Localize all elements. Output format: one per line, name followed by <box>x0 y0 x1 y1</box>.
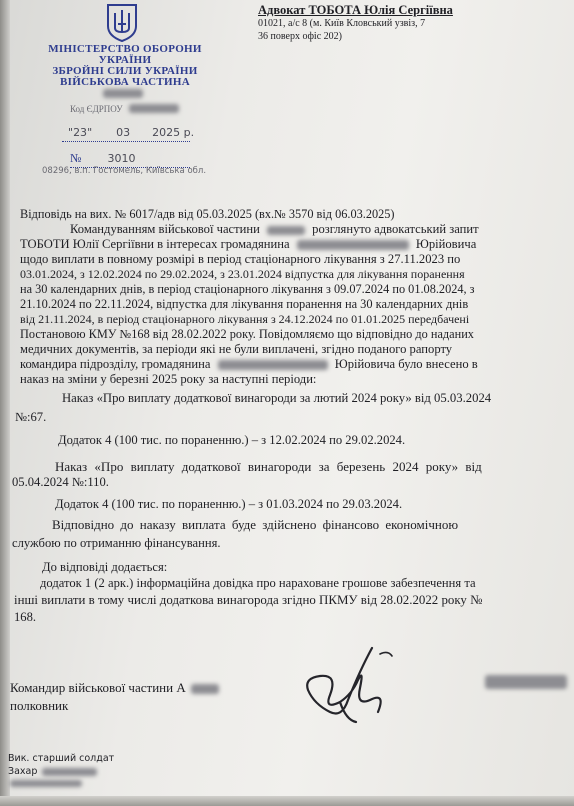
handwritten-signature <box>300 640 400 730</box>
addressee-name: Адвокат ТОБОТА Юлія Сергіївна <box>258 3 453 17</box>
date-year: 2025 р. <box>152 126 195 139</box>
ministry-line-4: ВІЙСЬКОВА ЧАСТИНА <box>60 76 190 88</box>
code-label: Код ЄДРПОУ <box>70 104 123 114</box>
redacted-name <box>297 240 409 250</box>
redacted-unit-3 <box>191 684 219 694</box>
redacted-unit <box>267 226 305 235</box>
paragraph-1-line-9: медичних документів, за періоди які не були виплачені, згідно поданого рапорту <box>20 342 453 356</box>
trident-emblem-icon <box>105 2 139 42</box>
code-row <box>70 99 179 117</box>
date-day: 23 <box>73 126 88 139</box>
paragraph-1-line-2: ТОБОТИ Юлії Сергіївни в інтересах громадянина Юрійовича <box>20 237 477 251</box>
redacted-phone <box>10 780 82 787</box>
ministry-block <box>35 44 215 88</box>
paragraph-1-line-1: Командуванням військової частини розглянуто адвокатський запит <box>70 222 479 236</box>
ministry-line-2: УКРАЇНИ <box>98 54 152 66</box>
paragraph-1-line-8: Постановою КМУ №168 від 28.02.2022 року. Повідомляємо що відповідно до наданих <box>20 327 474 341</box>
ministry-line-1: МІНІСТЕРСТВО ОБОРОНИ <box>48 43 202 55</box>
attachment-line-2: інші виплати в тому числі додаткова винагорода згідно ПКМУ від 28.02.2022 року № <box>14 593 483 607</box>
addendum-1: Додаток 4 (100 тис. по пораненню.) – з 12.02.2024 по 29.02.2024. <box>58 433 406 447</box>
redacted-name-2 <box>218 360 328 370</box>
addendum-2: Додаток 4 (100 тис. по пораненню.) – з 01.03.2024 по 29.03.2024. <box>55 497 403 511</box>
reference-line: Відповідь на вих. № 6017/адв від 05.03.2025 (вх.№ 3570 від 06.03.2025) <box>20 207 395 221</box>
number-prefix: № <box>70 151 82 165</box>
redacted-signer-name <box>485 675 567 689</box>
addressee-address-1: 01021, а/с 8 (м. Київ Кловський узвіз, 7 <box>258 18 426 29</box>
ministry-line-3: ЗБРОЙНІ СИЛИ УКРАЇНИ <box>52 65 198 77</box>
attachment-line-3: 168. <box>14 610 37 624</box>
order-2-line-1: Наказ «Про виплату додаткової винагороди за березень 2024 року» від <box>55 459 482 474</box>
redacted-executor-name <box>42 768 97 776</box>
paragraph-1-line-4: 03.01.2024, з 12.02.2024 по 29.02.2024, з 23.01.2024 відпустка для лікування поранення <box>20 267 465 281</box>
addressee-address-2: 36 поверх офіс 202) <box>258 31 342 42</box>
paragraph-1-line-7: від 21.11.2024, в період стаціонарного лікування з 24.12.2024 по 01.01.2025 передбачені <box>20 312 470 326</box>
payment-line-2: службою по отриманню фінансування. <box>12 536 221 550</box>
redacted-code <box>129 104 179 113</box>
paragraph-1-line-11: наказ на зміни у березні 2025 року за наступні періоди: <box>20 372 317 386</box>
paragraph-1-line-5: на 30 календарних днів, в період стаціонарного лікування з 09.07.2024 по 01.08.2024, з <box>20 282 475 296</box>
order-1-line-2: №:67. <box>15 410 47 424</box>
paragraph-1-line-3: щодо виплати в повному розмірі в період стаціонарного лікування з 27.11.2023 по <box>20 252 461 266</box>
paper-edge-shadow <box>0 0 10 806</box>
date-month: 03 <box>116 126 131 139</box>
number-value: 3010 <box>107 152 136 165</box>
attachment-heading: До відповіді додається: <box>42 560 168 574</box>
payment-line-1: Відповідно до наказу виплата буде здійснено фінансово економічною <box>52 517 459 532</box>
executor-line-2: Захар <box>8 766 97 777</box>
order-2-line-2: 05.04.2024 №:110. <box>12 475 109 489</box>
redacted-unit-number <box>103 89 143 98</box>
signer-rank: полковник <box>10 698 69 713</box>
date-row: "23" 03 2025 р. <box>62 123 190 142</box>
order-1-line-1: Наказ «Про виплату додаткової винагороди за лютий 2024 року» від 05.03.2024 <box>62 391 492 405</box>
executor-line-1: Вик. старший солдат <box>8 753 115 764</box>
attachment-line-1: додаток 1 (2 арк.) інформаційна довідка про нараховане грошове забезпечення та <box>40 576 476 590</box>
letterhead-address: 08296, в.п. Гостомель, Київська обл. <box>42 166 207 176</box>
paragraph-1-line-10: командира підрозділу, громадянина Юрійовича було внесено в <box>20 357 478 371</box>
paper-edge-bottom <box>0 796 574 806</box>
paragraph-1-line-6: 21.10.2024 по 22.11.2024, відпустка для лікування поранення на 30 календарних днів <box>20 297 469 311</box>
signer-position: Командир військової частини А <box>10 680 219 696</box>
